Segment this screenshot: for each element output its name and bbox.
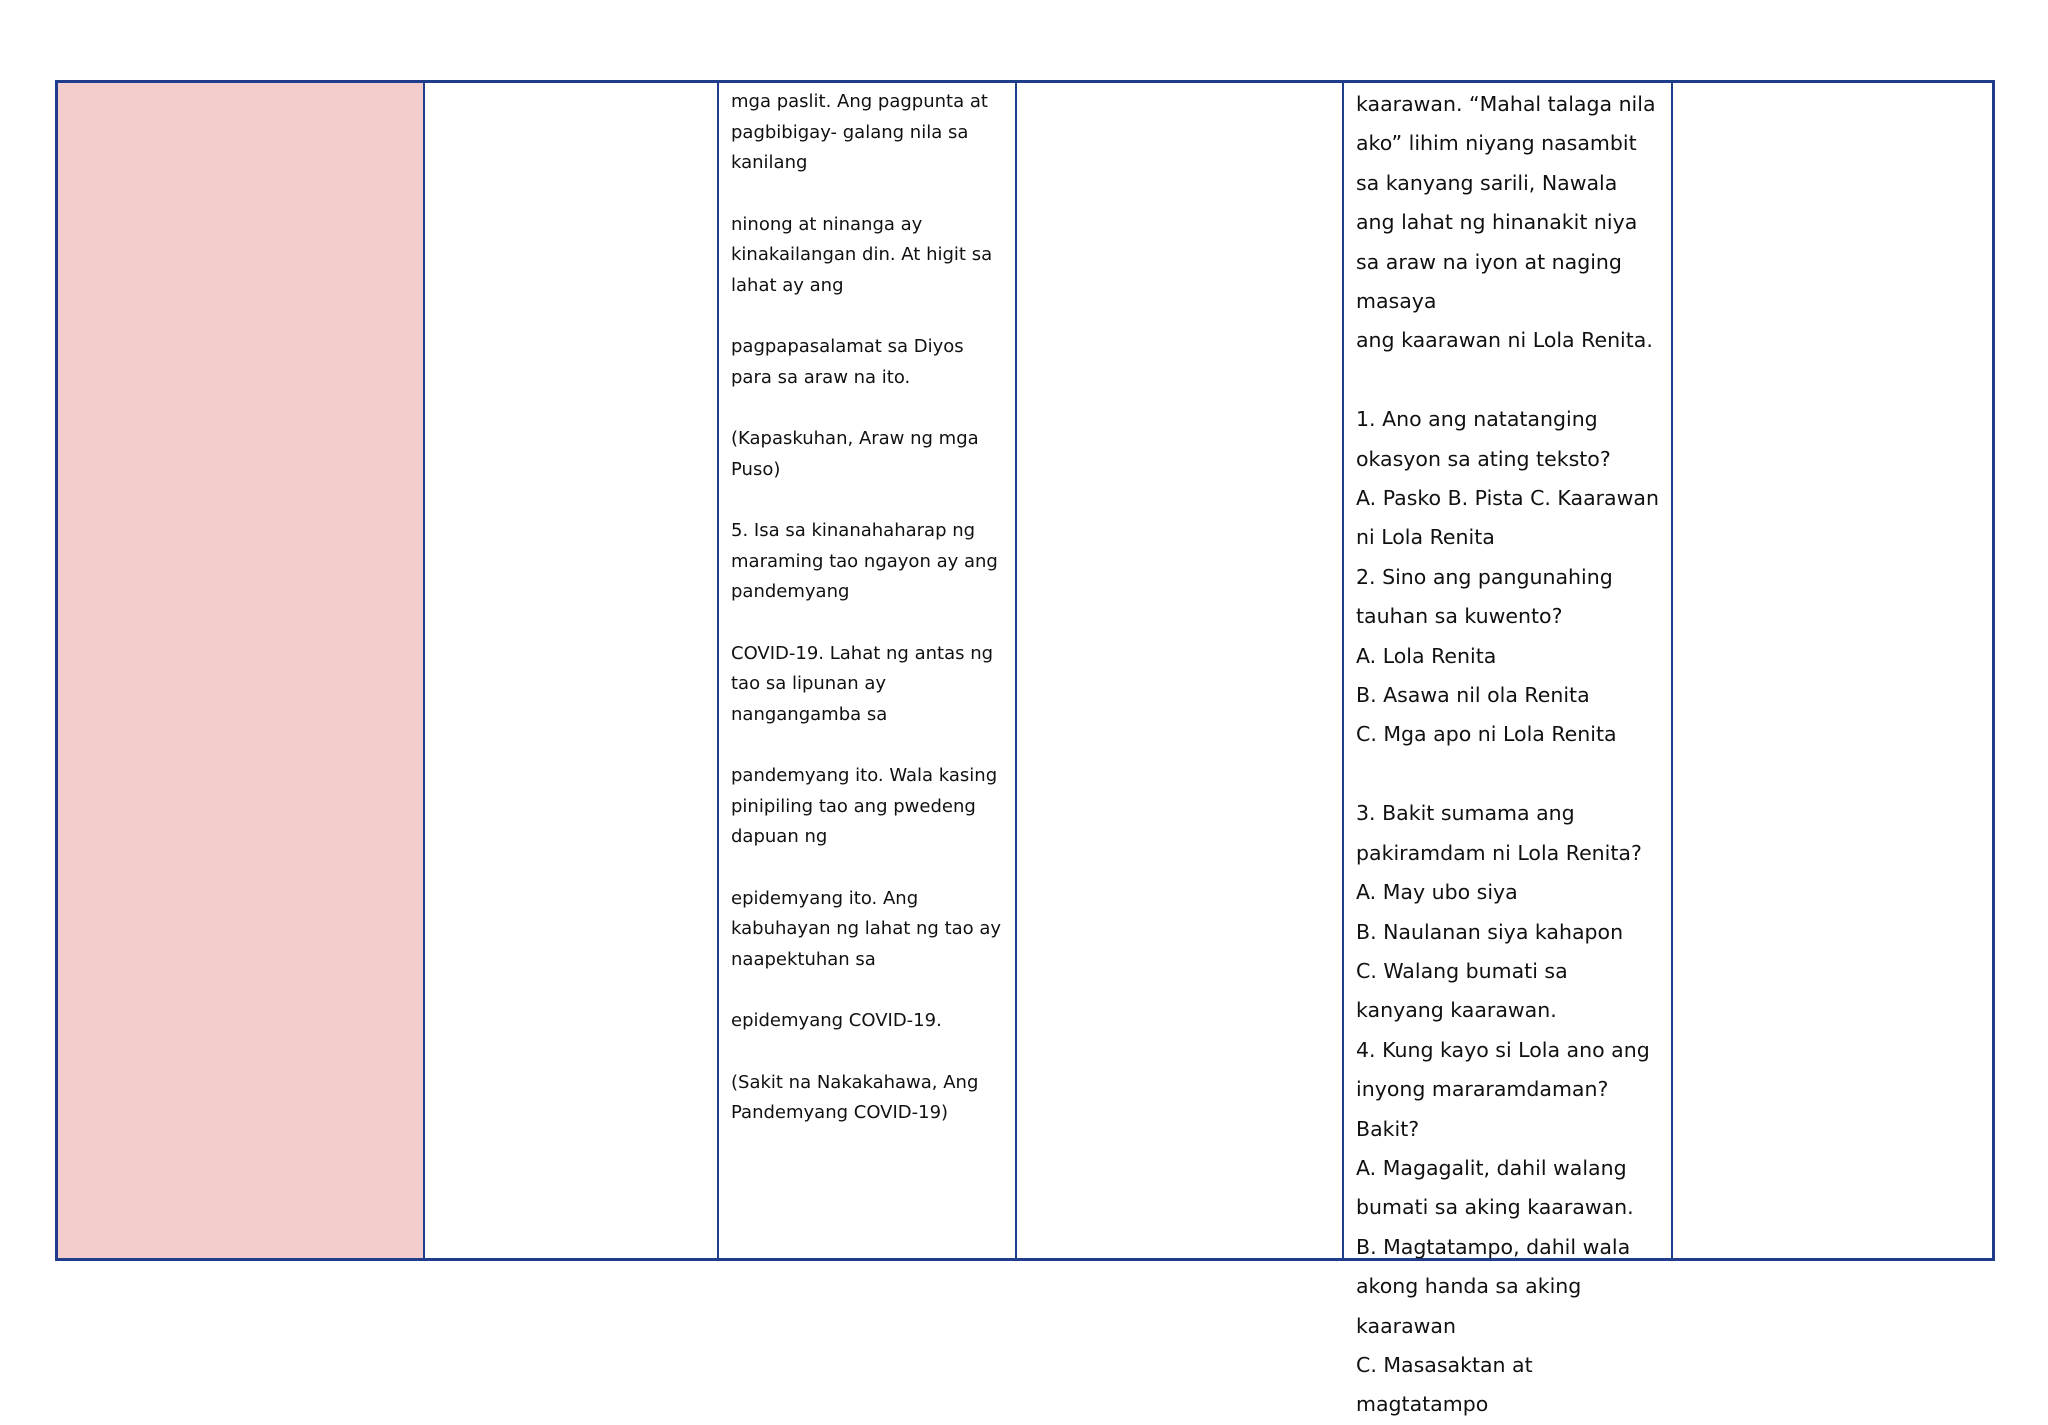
example-paragraph: epidemyang COVID-19.	[731, 1010, 942, 1031]
shaded-cell	[58, 83, 425, 1258]
choice: B. Naulanan siya kahapon	[1356, 919, 1624, 944]
question: 1. Ano ang natatanging okasyon sa ating teksto?	[1356, 407, 1611, 471]
example-paragraph: COVID-19. Lahat ng antas ng tao sa lipunan ay nangangamba sa	[731, 642, 994, 725]
empty-cell	[1673, 83, 1992, 1258]
example-paragraph: 5. Isa sa kinanahaharap ng maraming tao ngayon ay ang pandemyang	[731, 520, 998, 602]
choice: C. Mga apo ni Lola Renita	[1356, 722, 1617, 747]
choice: A. Lola Renita	[1356, 643, 1497, 668]
choice: C. Masasaktan at magtatampo	[1356, 1352, 1533, 1417]
spacer	[1356, 755, 1661, 794]
example-paragraph: ninong at ninanga ay kinakailangan din. At higit sa lahat ay ang	[731, 213, 993, 296]
spacer	[1356, 361, 1661, 400]
story-text: ang kaarawan ni Lola Renita.	[1356, 328, 1653, 353]
question: 2. Sino ang pangunahing tauhan sa kuwento?	[1356, 564, 1613, 629]
example-answer: (Kapaskuhan, Araw ng mga Puso)	[731, 428, 979, 480]
example-paragraph: epidemyang ito. Ang kabuhayan ng lahat ng tao ay naapektuhan sa	[731, 887, 1002, 970]
example-answer: (Sakit na Nakakahawa, Ang Pandemyang COVID-19)	[731, 1071, 979, 1123]
example-paragraph: mga paslit. Ang pagpunta at pagbibigay- galang nila sa kanilang	[731, 91, 988, 173]
examples-cell	[719, 83, 1017, 1258]
choices: A. Pasko B. Pista C. Kaarawan ni Lola Renita	[1356, 486, 1659, 550]
choice: C. Walang bumati sa kanyang kaarawan.	[1356, 958, 1568, 1023]
example-paragraph: pagpapasalamat sa Diyos para sa araw na ito.	[731, 336, 964, 388]
story-questions-cell	[1344, 83, 1673, 1417]
empty-cell	[425, 83, 719, 1258]
choice: A. Magagalit, dahil walang bumati sa aking kaarawan.	[1356, 1155, 1634, 1220]
question: 3. Bakit sumama ang pakiramdam ni Lola Renita?	[1356, 801, 1642, 865]
choice: A. May ubo siya	[1356, 880, 1518, 905]
choice: B. Asawa nil ola Renita	[1356, 683, 1590, 708]
story-text: kaarawan. “Mahal talaga nila ako” lihim niyang nasambit sa kanyang sarili, Nawala ang lahat ng hinanakit niya sa araw na iyon at naging masaya	[1356, 92, 1656, 314]
lesson-table	[55, 80, 1995, 1417]
example-paragraph: pandemyang ito. Wala kasing pinipiling tao ang pwedeng dapuan ng	[731, 765, 998, 847]
question: 4. Kung kayo si Lola ano ang inyong mararamdaman? Bakit?	[1356, 1037, 1650, 1141]
choice: B. Magtatampo, dahil wala akong handa sa aking kaarawan	[1356, 1234, 1631, 1338]
empty-cell	[1017, 83, 1344, 1258]
